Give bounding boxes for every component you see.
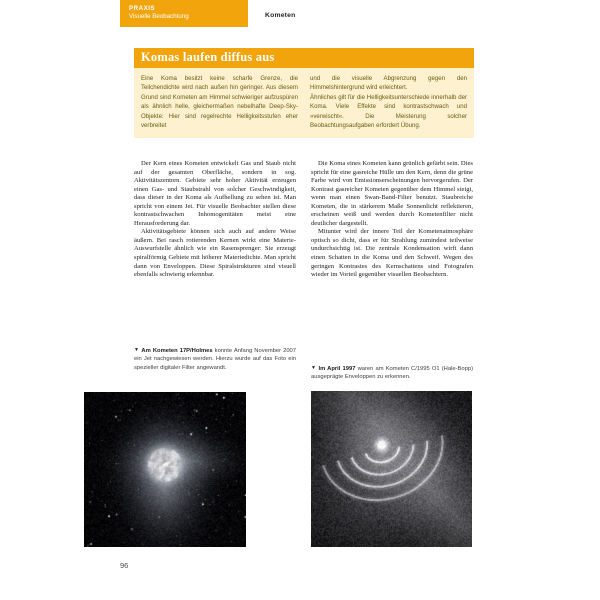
running-head-category: PRAXIS <box>129 5 156 12</box>
caption-lead: Im April 1997 <box>318 366 356 372</box>
running-head-tab <box>120 0 248 27</box>
body-column-right <box>311 160 473 280</box>
page-number: 96 <box>120 561 129 570</box>
caption-text: konnte Anfang November 2007 ein Jet nachgewiesen werden. Hierzu wurde auf das Foto ein spezieller digitaler Filter angewandt. <box>134 348 296 371</box>
figure-comet-hale-bopp <box>311 391 472 547</box>
body-paragraph: Mitunter wird der innere Teil der Kometenatmosphäre optisch so dicht, dass er für Strahlung zumindest teilweise undurchsichtig ist. Die zentrale Kondensation wirft dann einen Schatten in die Koma und den Schweif. Wegen des geringen Kontrastes des Kernschattens sind Fotografen wieder im Vorteil gegenüber visuellen Beobachtern. <box>311 228 473 279</box>
body-columns <box>134 160 474 280</box>
body-paragraph: Aktivitätsgebiete können sich auch auf andere Weise äußern. Bei rasch rotierenden Kernen wirkt eine Materie-Auswurfstelle ähnlich wie ein Rasensprenger: Sie erzeugt spiralförmig Gebiete mit höherer Materiedichte. Man spricht dann von Enveloppen. Diese Spiralstrukturen sind visuell ebenfalls schwierig erkennbar. <box>134 228 296 279</box>
triangle-marker-icon: ▼ <box>134 347 140 353</box>
page-sheet <box>100 0 500 600</box>
intro-column-right <box>310 74 467 130</box>
comet-hale-bopp-image <box>311 391 472 547</box>
running-head-section: Kometen <box>265 12 296 19</box>
intro-title: Komas laufen diffus aus <box>134 48 474 68</box>
intro-paragraph: Eine Koma besitzt keine scharfe Grenze, die Teilchendichte wird nach außen hin geringer. Aus diesem Grund sind Kometen am Himmel schwieriger aufzuspüren als ähnlich helle, gleichermaßen nebelhafte Deep-Sky-Objekte: Hier sind regelrechte Helligkeitsstufen eher verbreitet <box>141 75 298 130</box>
body-paragraph: Der Kern eines Kometen entwickelt Gas und Staub nicht auf der gesamten Oberfläche, sondern in sog. Aktivitätszentren. Gebiete sehr hoher Aktivität erzeugen einen Gas- und Staubstrahl von solcher Geschwindigkeit, dass dieser in der Koma als Aufhellung zu sehen ist. Man spricht von einem Jet. Für visuelle Beobachter stellen diese kontrastschwachen Inhomogenitäten meist eine Herausforderung dar. <box>134 160 296 227</box>
intro-column-left <box>141 74 298 130</box>
running-head <box>120 0 500 27</box>
body-paragraph: Die Koma eines Kometen kann grünlich gefärbt sein. Dies spricht für eine gasreiche Hülle um den Kern, denn die grüne Farbe wird von Emissionserscheinungen hervorgerufen. Der Kontrast gasreicher Kometen gegenüber dem Himmel steigt, wenn man einen Swan-Band-Filter benutzt. Staubreiche Kometen, die in stärkerem Maße Sonnenlicht reflektieren, erscheinen weiß und werden durch Kometenfilter nicht deutlicher dargestellt. <box>311 160 473 227</box>
intro-panel <box>134 48 474 138</box>
comet-holmes-image <box>84 392 246 547</box>
figure-caption-right <box>311 364 473 382</box>
caption-lead: Am Kometen 17P/Holmes <box>141 348 213 354</box>
intro-paragraph: und die visuelle Abgrenzung gegen den Himmelshintergrund wird erleichtert. <box>310 75 467 92</box>
intro-paragraph: Ähnliches gilt für die Helligkeitsunterschiede innerhalb der Koma. Viele Effekte sind kontrastschwach und »verwischt«. Die Meisterung solcher Beobachtungsaufgaben erfordert Übung. <box>310 93 467 130</box>
triangle-marker-icon: ▼ <box>311 365 317 371</box>
body-column-left <box>134 160 296 280</box>
caption-text: waren am Kometen C/1995 O1 (Hale-Bopp) ausgeprägte Enveloppen zu erkennen. <box>311 366 473 381</box>
figure-caption-left <box>134 346 296 372</box>
intro-columns <box>134 68 474 138</box>
running-head-subtitle: Visuelle Beobachtung <box>129 12 189 20</box>
figure-comet-holmes <box>84 392 246 547</box>
